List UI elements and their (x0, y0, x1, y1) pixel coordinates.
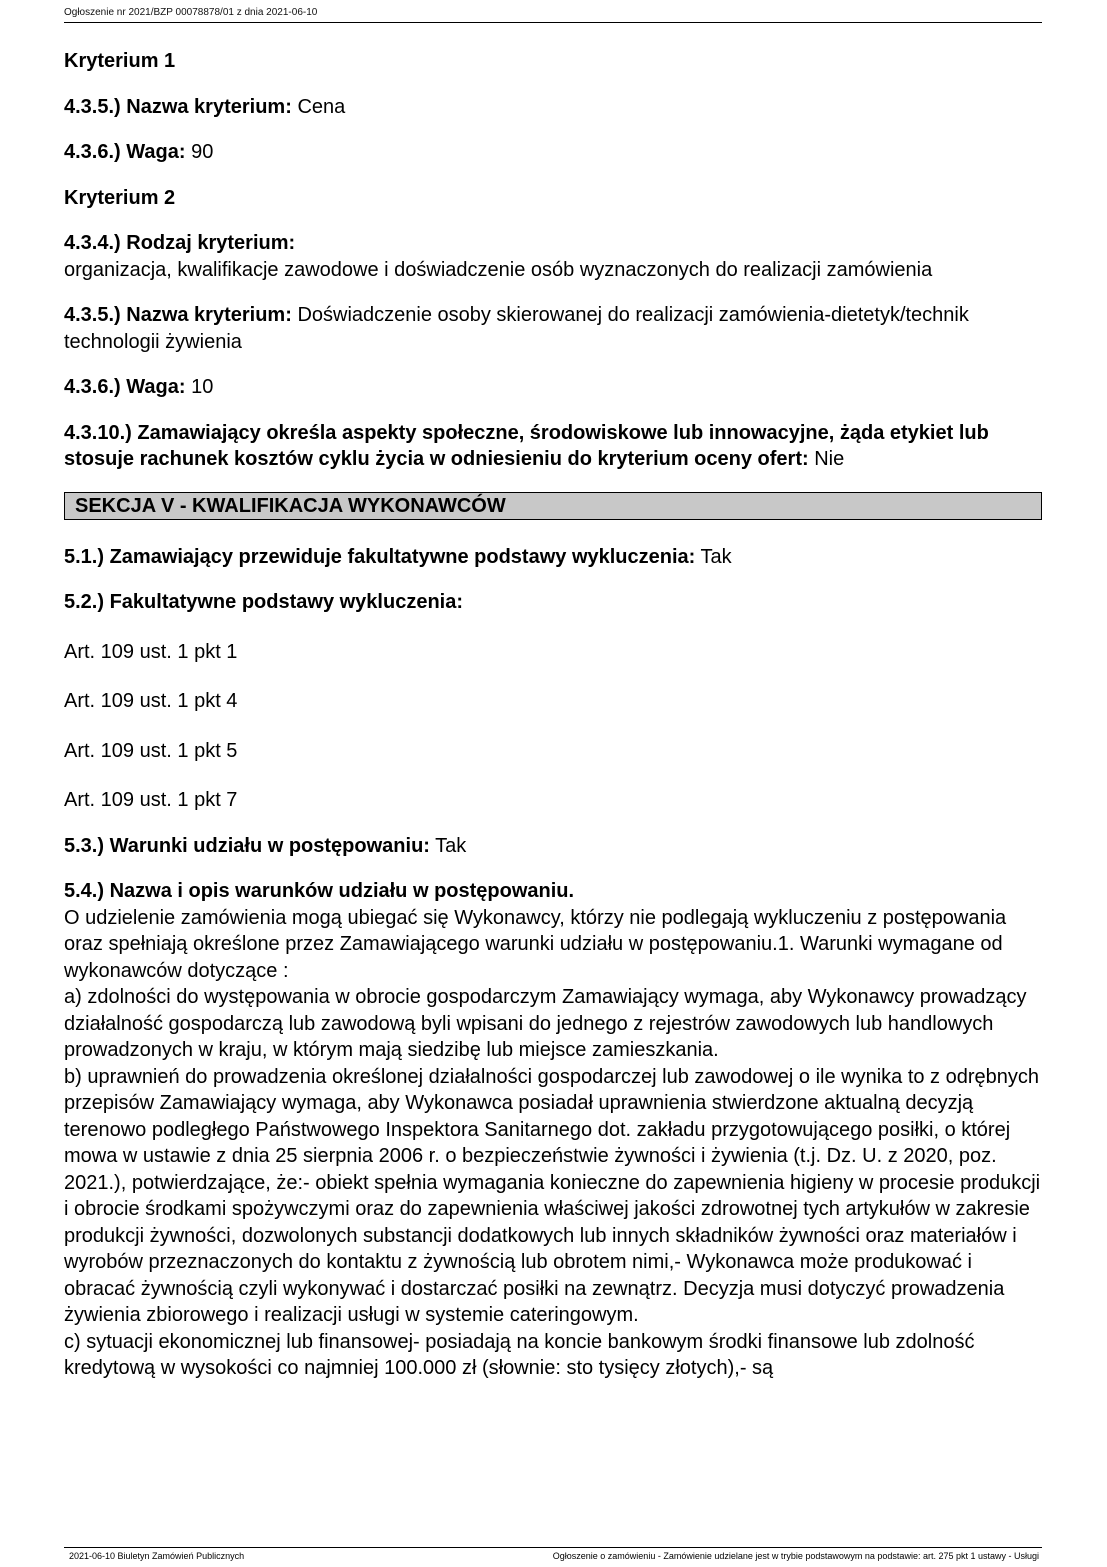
footer-divider (64, 1547, 1042, 1548)
aspects-value: Nie (814, 448, 845, 470)
aspects-label: 4.3.10.) Zamawiający określa aspekty społeczne, środowiskowe lub innowacyjne, żąda etykiet lub stosuje rachunek kosztów cyklu życia w odniesieniu do kryterium oceny ofert: (64, 421, 989, 470)
optional-grounds-label: 5.1.) Zamawiający przewiduje fakultatywne podstawy wykluczenia: (64, 545, 696, 568)
grounds-list-label: 5.2.) Fakultatywne podstawy wykluczenia: (64, 591, 464, 613)
notice-id: Ogłoszenie nr 2021/BZP 00078878/01 z dnia 2021-06-10 (64, 7, 318, 18)
criterion-2-type-value: organizacja, kwalifikacje zawodowe i doświadczenie osób wyznaczonych do realizacji zamówienia (64, 258, 933, 281)
conditions-desc-paragraph: O udzielenie zamówienia mogą ubiegać się Wykonawcy, którzy nie podlegają wykluczeniu z postępowania oraz spełniają określone przez Zamawiającego warunki udziału w postępowaniu.1. Warunki wymagane od wykonawców dotyczące : (64, 906, 1007, 982)
ground-item: Art. 109 ust. 1 pkt 7 (64, 789, 238, 811)
conditions-value: Tak (435, 834, 467, 857)
ground-item: Art. 109 ust. 1 pkt 4 (64, 690, 238, 712)
optional-grounds-field (64, 544, 1042, 571)
criterion-2-type (64, 230, 1042, 283)
criterion-2-title: Kryterium 2 (64, 186, 176, 209)
criterion-2-type-label: 4.3.4.) Rodzaj kryterium: (64, 232, 296, 254)
criterion-2-weight (64, 374, 1042, 401)
criterion-2-name (64, 302, 1042, 355)
optional-grounds-value: Tak (700, 545, 732, 568)
criterion-1-weight-label: 4.3.6.) Waga: (64, 141, 186, 163)
criterion-2-name-value: Doświadczenie osoby skierowanej do realizacji zamówienia-dietetyk/technik technologii żywienia (64, 304, 969, 353)
criterion-1-weight (64, 139, 1042, 166)
conditions-desc-paragraph: c) sytuacji ekonomicznej lub finansowej- posiadają na koncie bankowym środki finansowe lub zdolność kredytową w wysokości co najmniej 100.000 zł (słownie: sto tysięcy złotych),- są (64, 1330, 975, 1379)
criterion-2-weight-label: 4.3.6.) Waga: (64, 376, 186, 398)
conditions-label: 5.3.) Warunki udziału w postępowaniu: (64, 834, 430, 857)
conditions-desc-paragraph: a) zdolności do występowania w obrocie gospodarczym Zamawiający wymaga, aby Wykonawcy prowadzący działalność gospodarczą lub zawodową byli wpisani do jednego z rejestrów zawodowych lub handlowych prowadzonych w kraju, w którym mają siedzibę lub miejsce zamieszkania. (64, 986, 1027, 1061)
aspects-field (64, 420, 1042, 473)
criterion-2-weight-value: 10 (191, 376, 214, 398)
conditions-field (64, 833, 1042, 860)
header-divider (64, 22, 1042, 23)
criterion-1-title: Kryterium 1 (64, 50, 176, 72)
criterion-1-name-label: 4.3.5.) Nazwa kryterium: (64, 95, 292, 118)
criterion-1-weight-value: 90 (191, 141, 214, 163)
criterion-1-name-value: Cena (297, 95, 346, 118)
footer-right: Ogłoszenie o zamówieniu - Zamówienie udzielane jest w trybie podstawowym na podstawie: art. 275 pkt 1 ustawy - Usługi (552, 1551, 1039, 1561)
ground-item: Art. 109 ust. 1 pkt 1 (64, 640, 238, 663)
conditions-desc-paragraph: b) uprawnień do prowadzenia określonej działalności gospodarczej lub zawodowej o ile wynika to z odrębnych przepisów Zamawiający wymaga, aby Wykonawca posiadał uprawnienia stwierdzone aktualną decyzją terenowo podległego Państwowego Inspektora Sanitarnego dot. zakładu przygotowującego posiłki, o której mowa w ustawie z dnia 25 sierpnia 2006 r. o bezpieczeństwie żywności i żywienia (t.j. Dz. U. z 2020, poz. 2021.), potwierdzające, że:- obiekt spełnia wymagania konieczne do zapewnienia higieny w procesie produkcji i obrocie środkami spożywczymi oraz do zapewnienia właściwej jakości zdrowotnej tych artykułów w zakresie produkcji żywności, dozwolonych substancji dodatkowych lub innych składników żywności oraz materiałów i wyrobów przeznaczonych do kontaktu z żywnością lub obrotem nimi,- Wykonawca może produkować i obracać żywnością czyli wykonywać i dostarczać posiłki na zewnątrz. Decyzja musi dotyczyć prowadzenia żywienia zbiorowego i realizacji usługi w systemie cateringowym. (64, 1065, 1041, 1326)
page-header (64, 6, 1040, 19)
ground-item: Art. 109 ust. 1 pkt 5 (64, 739, 238, 762)
criterion-2-name-label: 4.3.5.) Nazwa kryterium: (64, 304, 292, 326)
footer-left: 2021-06-10 Biuletyn Zamówień Publicznych (69, 1551, 245, 1561)
section-5-heading: SEKCJA V - KWALIFIKACJA WYKONAWCÓW (64, 492, 1042, 520)
document-body (64, 48, 1042, 1382)
criterion-1-name (64, 94, 1042, 121)
conditions-desc-label: 5.4.) Nazwa i opis warunków udziału w postępowaniu. (64, 880, 575, 902)
